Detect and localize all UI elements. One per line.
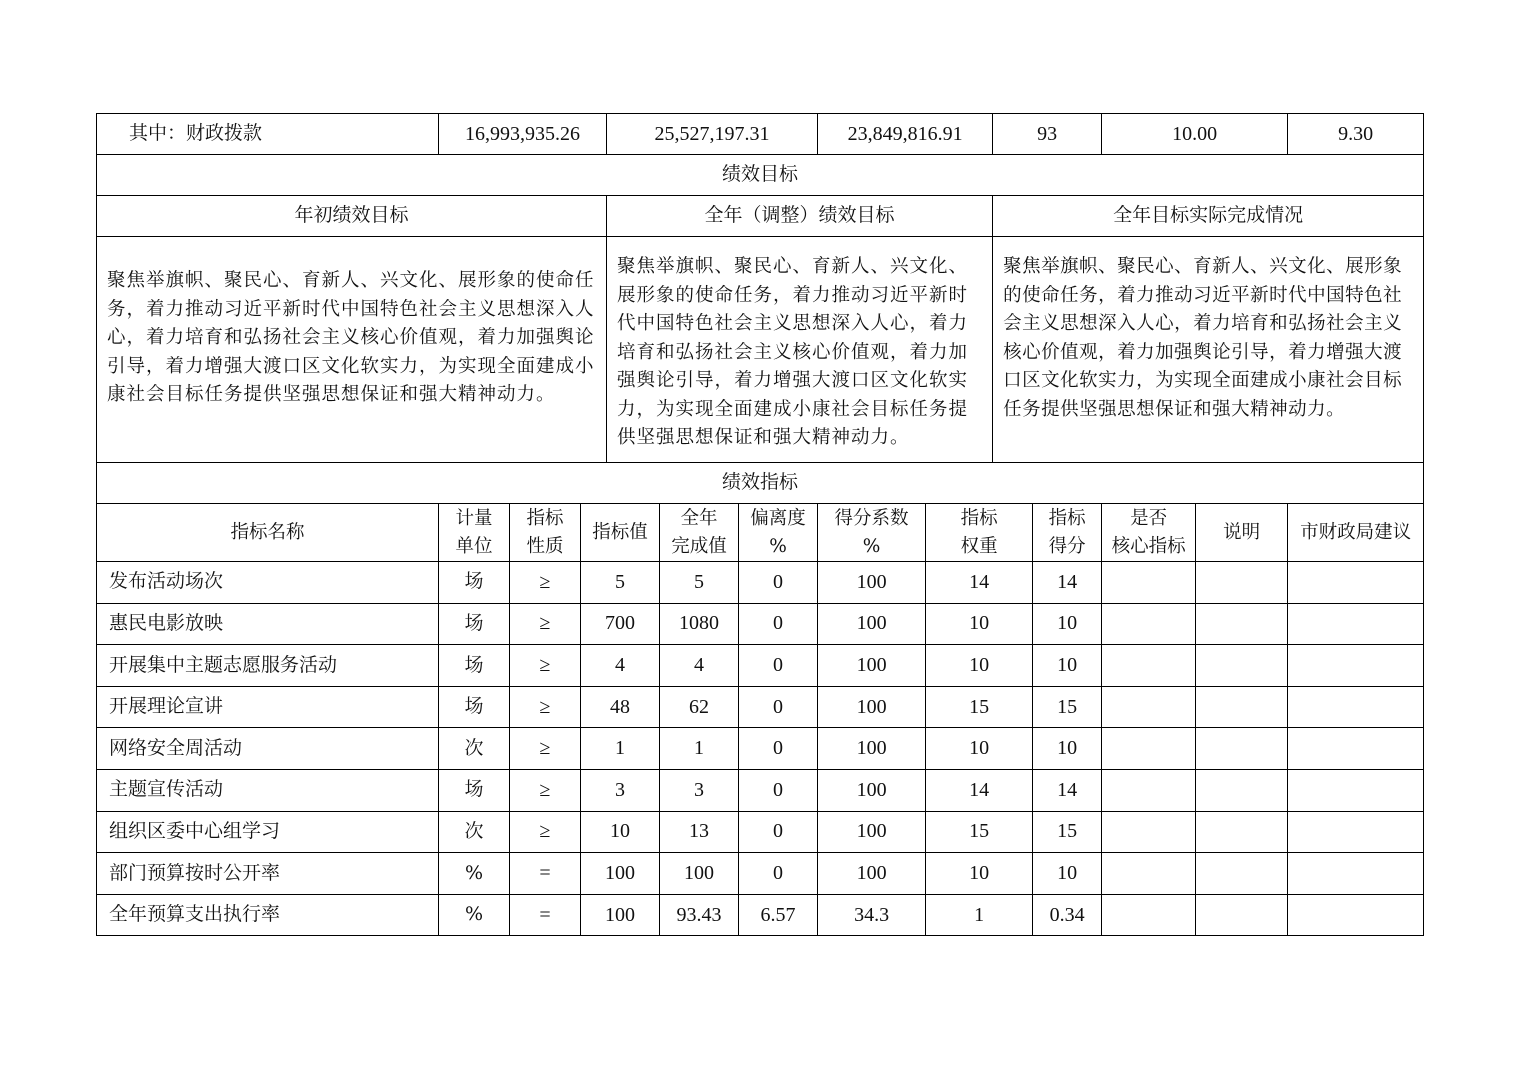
col-header-name [97,504,439,562]
indicator-note [1196,686,1288,728]
indicator-name: 网络安全周活动 [97,728,439,770]
indicator-finance-advice [1288,853,1424,895]
table-row [97,686,1424,728]
indicator-unit: % [439,853,510,895]
indicator-unit: 场 [439,645,510,687]
indicator-score: 10 [1033,728,1102,770]
indicator-score-coefficient: 100 [818,853,926,895]
indicator-target-value: 10 [581,811,660,853]
funding-value-5: 10.00 [1102,114,1288,155]
indicator-weight: 10 [926,645,1033,687]
indicator-score: 14 [1033,562,1102,604]
goal-header-initial: 年初绩效目标 [97,196,607,237]
table-row [97,645,1424,687]
col-header-score-l2: 得分 [1048,535,1086,557]
goals-section-title: 绩效目标 [97,155,1424,196]
indicator-deviation: 0 [739,603,818,645]
goal-text-adjusted [607,237,993,463]
indicator-nature: ≥ [510,811,581,853]
indicator-name: 部门预算按时公开率 [97,853,439,895]
indicator-target-value: 3 [581,769,660,811]
col-header-value-text: 指标值 [592,521,648,543]
col-header-done-l2: 完成值 [671,535,727,557]
funding-label: 其中：财政拨款 [97,114,439,155]
col-header-unit-l2: 单位 [455,535,493,557]
indicator-score-coefficient: 100 [818,603,926,645]
col-header-core [1102,504,1196,562]
goal-text-initial [97,237,607,463]
indicator-is-core [1102,603,1196,645]
col-header-name-text: 指标名称 [230,521,305,543]
indicator-name: 开展理论宣讲 [97,686,439,728]
indicator-name: 组织区委中心组学习 [97,811,439,853]
funding-value-1: 16,993,935.26 [439,114,607,155]
indicators-section-row [97,463,1424,504]
indicator-score: 10 [1033,853,1102,895]
indicator-deviation: 0 [739,562,818,604]
indicator-finance-advice [1288,603,1424,645]
indicator-finance-advice [1288,562,1424,604]
indicator-weight: 10 [926,603,1033,645]
col-header-nature [510,504,581,562]
indicator-note [1196,562,1288,604]
indicator-finance-advice [1288,894,1424,936]
indicator-weight: 1 [926,894,1033,936]
indicator-score-coefficient: 34.3 [818,894,926,936]
indicator-target-value: 700 [581,603,660,645]
indicator-nature: ≥ [510,603,581,645]
goal-text-initial-body: 聚焦举旗帜、聚民心、育新人、兴文化、展形象的使命任务，着力推动习近平新时代中国特色社会主义思想深入人心，着力培育和弘扬社会主义核心价值观，着力加强舆论引导，着力增强大渡口区文化软实力，为实现全面建成小康社会目标任务提供坚强思想保证和强大精神动力。 [107,270,595,405]
indicator-finance-advice [1288,728,1424,770]
indicator-actual-value: 100 [660,853,739,895]
col-header-weight-l1: 指标 [960,507,998,529]
indicator-unit: 次 [439,811,510,853]
indicator-note [1196,769,1288,811]
indicator-deviation: 6.57 [739,894,818,936]
indicator-actual-value: 13 [660,811,739,853]
indicator-score: 15 [1033,811,1102,853]
indicator-note [1196,894,1288,936]
indicator-actual-value: 93.43 [660,894,739,936]
indicator-is-core [1102,645,1196,687]
indicator-score: 15 [1033,686,1102,728]
goal-text-adjusted-body: 聚焦举旗帜、聚民心、育新人、兴文化、展形象的使命任务，着力推动习近平新时代中国特色社会主义思想深入人心，着力培育和弘扬社会主义核心价值观，着力加强舆论引导，着力增强大渡口区文化软实力，为实现全面建成小康社会目标任务提供坚强思想保证和强大精神动力。 [617,256,969,448]
indicator-score: 10 [1033,645,1102,687]
col-header-coef-l2: % [862,535,881,557]
indicator-actual-value: 4 [660,645,739,687]
indicator-is-core [1102,853,1196,895]
col-header-core-l1: 是否 [1130,507,1168,529]
col-header-note [1196,504,1288,562]
indicator-deviation: 0 [739,686,818,728]
col-header-unit-l1: 计量 [455,507,493,529]
indicator-score-coefficient: 100 [818,686,926,728]
col-header-dev-l2: % [769,535,787,557]
indicator-deviation: 0 [739,645,818,687]
indicator-nature: ≥ [510,769,581,811]
col-header-weight-l2: 权重 [960,535,998,557]
indicator-is-core [1102,811,1196,853]
col-header-coef-l1: 得分系数 [834,507,909,529]
goals-text-row [97,237,1424,463]
indicator-unit: 场 [439,562,510,604]
col-header-nature-l2: 性质 [526,535,564,557]
indicator-finance-advice [1288,811,1424,853]
indicator-is-core [1102,686,1196,728]
col-header-coef [818,504,926,562]
table-row [97,853,1424,895]
col-header-note-text: 说明 [1223,521,1261,543]
indicator-note [1196,811,1288,853]
indicator-name: 主题宣传活动 [97,769,439,811]
col-header-advice [1288,504,1424,562]
indicator-finance-advice [1288,645,1424,687]
col-header-done-l1: 全年 [680,507,718,529]
indicator-unit: % [439,894,510,936]
funding-value-3: 23,849,816.91 [818,114,993,155]
indicator-finance-advice [1288,769,1424,811]
table-row [97,562,1424,604]
col-header-nature-l1: 指标 [526,507,564,529]
indicator-nature: ≥ [510,562,581,604]
indicator-score-coefficient: 100 [818,728,926,770]
indicator-actual-value: 5 [660,562,739,604]
table-row [97,603,1424,645]
indicator-name: 发布活动场次 [97,562,439,604]
goals-header-row [97,196,1424,237]
col-header-score [1033,504,1102,562]
indicator-target-value: 5 [581,562,660,604]
performance-sheet [96,113,1423,936]
indicator-score-coefficient: 100 [818,811,926,853]
goal-text-actual-body: 聚焦举旗帜、聚民心、育新人、兴文化、展形象的使命任务，着力推动习近平新时代中国特色社会主义思想深入人心，着力培育和弘扬社会主义核心价值观，着力加强舆论引导，着力增强大渡口区文化软实力，为实现全面建成小康社会目标任务提供坚强思想保证和强大精神动力。 [1003,256,1403,420]
table-row [97,728,1424,770]
indicator-nature: ≥ [510,645,581,687]
col-header-deviation [739,504,818,562]
funding-row [97,114,1424,155]
indicator-note [1196,853,1288,895]
indicator-is-core [1102,562,1196,604]
indicator-score-coefficient: 100 [818,769,926,811]
funding-value-2: 25,527,197.31 [607,114,818,155]
indicator-actual-value: 3 [660,769,739,811]
indicator-target-value: 100 [581,894,660,936]
goal-header-adjusted: 全年（调整）绩效目标 [607,196,993,237]
table-row [97,894,1424,936]
indicators-section-title: 绩效指标 [97,463,1424,504]
funding-value-6: 9.30 [1288,114,1424,155]
indicator-actual-value: 1 [660,728,739,770]
indicator-weight: 10 [926,728,1033,770]
col-header-advice-text: 市财政局建议 [1300,521,1412,543]
goals-section-row [97,155,1424,196]
table-row [97,769,1424,811]
indicator-unit: 次 [439,728,510,770]
indicator-weight: 15 [926,686,1033,728]
indicator-name: 惠民电影放映 [97,603,439,645]
col-header-score-l1: 指标 [1048,507,1086,529]
indicator-finance-advice [1288,686,1424,728]
col-header-dev-l1: 偏离度 [750,507,806,529]
col-header-weight [926,504,1033,562]
indicator-weight: 10 [926,853,1033,895]
indicator-nature: ≥ [510,728,581,770]
indicator-actual-value: 1080 [660,603,739,645]
col-header-done [660,504,739,562]
indicator-target-value: 48 [581,686,660,728]
indicator-deviation: 0 [739,769,818,811]
performance-table [96,113,1424,936]
col-header-core-l2: 核心指标 [1111,535,1186,557]
funding-value-4: 93 [993,114,1102,155]
indicator-deviation: 0 [739,728,818,770]
indicator-score: 14 [1033,769,1102,811]
indicator-rows [97,562,1424,936]
col-header-unit [439,504,510,562]
indicator-note [1196,645,1288,687]
indicator-is-core [1102,728,1196,770]
indicator-weight: 14 [926,562,1033,604]
indicator-unit: 场 [439,769,510,811]
table-row [97,811,1424,853]
indicator-weight: 15 [926,811,1033,853]
indicator-unit: 场 [439,603,510,645]
indicator-is-core [1102,894,1196,936]
goal-text-actual [993,237,1424,463]
indicator-actual-value: 62 [660,686,739,728]
indicator-score-coefficient: 100 [818,562,926,604]
indicator-nature: ≥ [510,686,581,728]
indicator-deviation: 0 [739,811,818,853]
indicator-unit: 场 [439,686,510,728]
indicator-weight: 14 [926,769,1033,811]
indicator-score: 10 [1033,603,1102,645]
col-header-value [581,504,660,562]
goal-header-actual: 全年目标实际完成情况 [993,196,1424,237]
indicator-target-value: 1 [581,728,660,770]
indicator-name: 开展集中主题志愿服务活动 [97,645,439,687]
indicator-note [1196,728,1288,770]
indicator-nature: = [510,894,581,936]
indicator-nature: = [510,853,581,895]
indicator-target-value: 100 [581,853,660,895]
indicator-target-value: 4 [581,645,660,687]
indicator-is-core [1102,769,1196,811]
indicator-note [1196,603,1288,645]
indicator-score-coefficient: 100 [818,645,926,687]
indicator-name: 全年预算支出执行率 [97,894,439,936]
indicators-header-row [97,504,1424,562]
indicator-deviation: 0 [739,853,818,895]
indicator-score: 0.34 [1033,894,1102,936]
